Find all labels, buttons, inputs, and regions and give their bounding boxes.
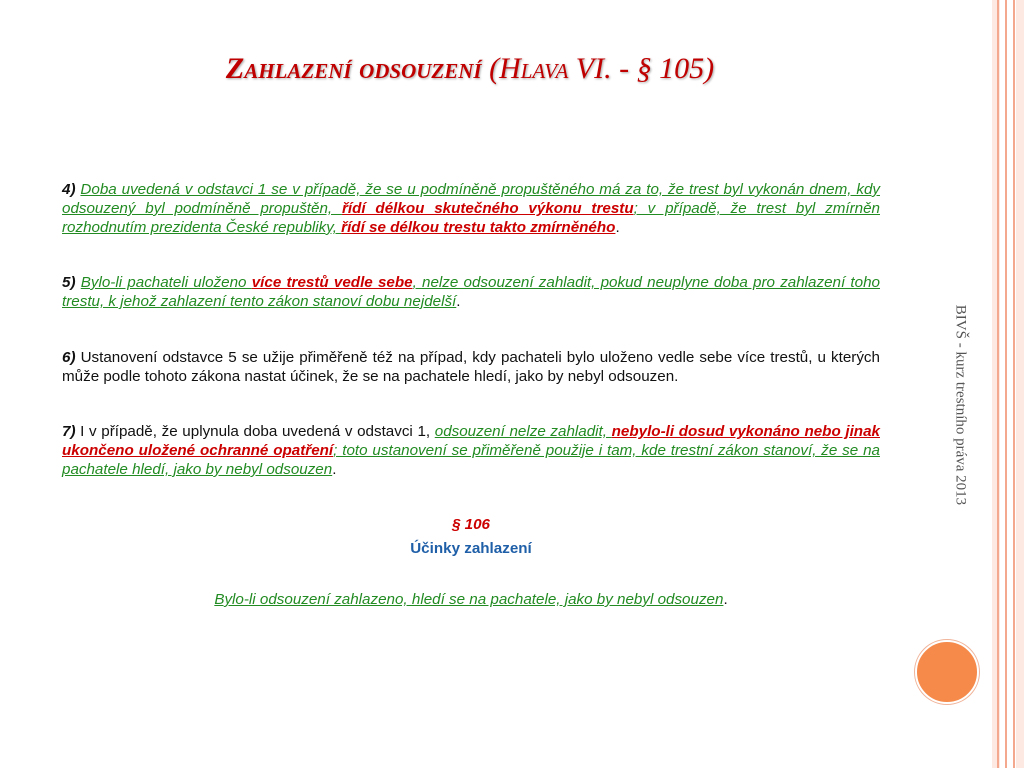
slide-title [0,52,940,86]
statute-text: Bylo-li pachateli uloženo [80,274,252,291]
section-title: Účinky zahlazení [410,540,532,557]
paragraph-4 [62,180,880,237]
emphasis-text: řídí délkou skutečného výkonu trestu [341,200,634,217]
statute-text: ; v případě, že trest byl zmírněn rozhodnutím prezidenta České republiky, [62,200,880,236]
statute-text: ; toto ustanovení se přiměřeně použije i tam, kde trestní zákon stanoví, že se na pachatele hledí, jako by nebyl odsouzen [62,442,880,478]
title-main: Zahlazení odsouzení [225,52,482,85]
section-text-body: Bylo-li odsouzení zahlazeno, hledí se na pachatele, jako by nebyl odsouzen [214,591,724,608]
decorative-circle [915,640,979,704]
plain-text: . [456,293,461,310]
section-text-end: . [723,591,728,608]
paragraph-number: 5) [62,274,76,291]
paragraph-5 [62,273,880,311]
statute-text: , nelze odsouzení zahladit, pokud neuplyne doba pro zahlazení toho trestu, k jehož zahlazení tento zákon stanoví dobu nejdelší [62,274,880,310]
paragraph-number: 4) [62,181,76,198]
slide-content [62,180,880,609]
plain-text: . [332,461,337,478]
section-heading [62,515,880,534]
title-sub: (Hlava VI. - § 105) [489,52,715,85]
paragraph-number: 6) [62,349,76,366]
side-caption-text: BIVŠ - kurz trestního práva 2013 [952,304,969,506]
rail-line-3 [1013,0,1015,768]
side-caption [943,270,977,540]
plain-text: Ustanovení odstavce 5 se užije přiměřeně též na případ, kdy pachateli bylo uloženo vedle sebe více trestů, u kterých může podle tohoto zákona nastat účinek, že se na pachatele hledí, jako by nebyl odsouzen. [62,349,880,385]
emphasis-text: nebylo-li dosud vykonáno nebo jinak ukončeno uložené ochranné opatření [62,423,880,459]
emphasis-text: více trestů vedle sebe [251,274,413,291]
paragraph-7 [62,422,880,479]
section-subheading [62,539,880,558]
section-text [62,590,880,609]
plain-text: . [615,219,620,236]
rail-line-1 [997,0,999,768]
plain-text: I v případě, že uplynula doba uvedená v odstavci 1, [80,423,435,440]
emphasis-text: řídí se délkou trestu takto zmírněného [341,219,616,236]
statute-text: odsouzení nelze zahladit, [434,423,612,440]
statute-text: Doba uvedená v odstavci 1 se v případě, že se u podmíněně propuštěného má za to, že trest byl vykonán dnem, kdy odsouzený byl podmíněně propuštěn, [62,181,880,217]
rail-line-2 [1005,0,1007,768]
paragraph-number: 7) [62,423,76,440]
paragraph-6 [62,348,880,386]
section-number: § 106 [451,516,490,533]
